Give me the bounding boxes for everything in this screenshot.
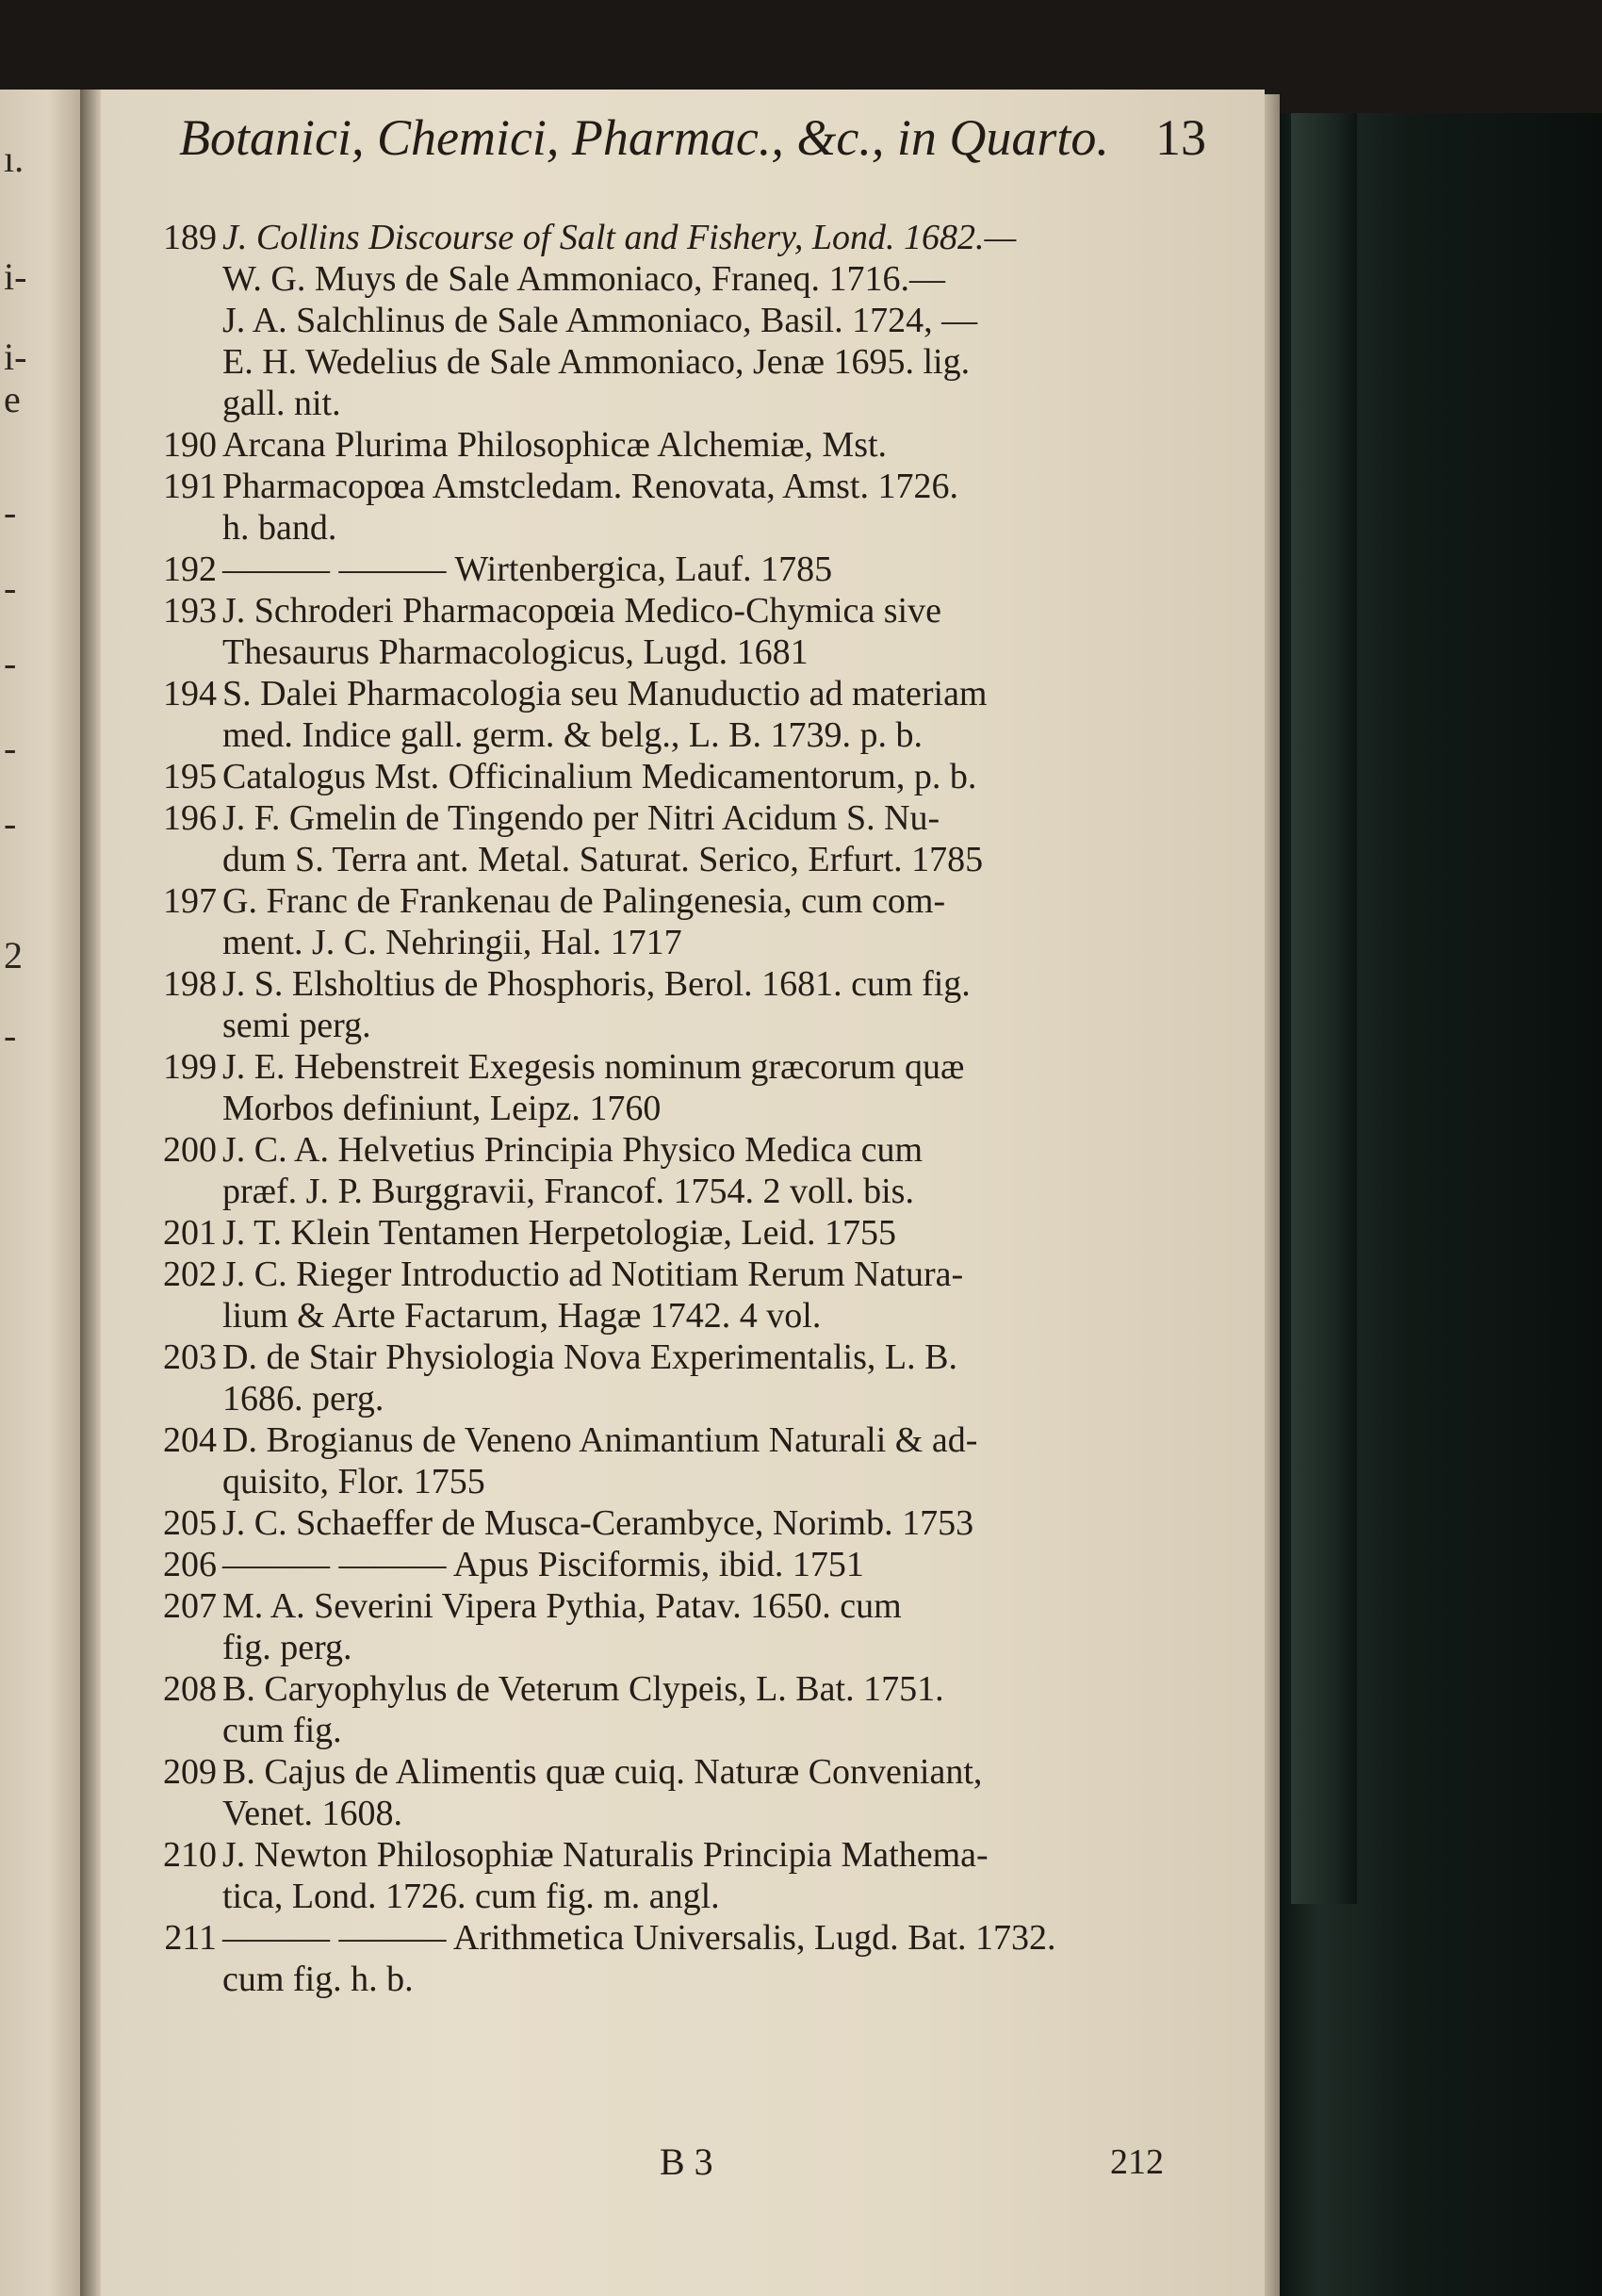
entry-number: 209	[163, 1752, 217, 1792]
facing-page-fragment: i-	[4, 336, 27, 378]
entry-text: 1686. perg.	[222, 1379, 384, 1419]
catalogue-line	[123, 963, 1197, 1005]
entry-text: Morbos definiunt, Leipz. 1760	[222, 1089, 662, 1128]
catalogue-line	[123, 1088, 1197, 1129]
entry-text: B. Caryophylus de Veterum Clypeis, L. Bat. 1751.	[222, 1669, 944, 1709]
entry-text: J. Collins Discourse of Salt and Fishery, Lond. 1682.—	[222, 218, 1017, 257]
catalogue-line	[123, 590, 1197, 631]
catalogue-line	[123, 383, 1197, 424]
entry-text: cum fig. h. b.	[222, 1960, 414, 1999]
entry-text: J. F. Gmelin de Tingendo per Nitri Acidum S. Nu-	[222, 798, 940, 838]
catalogue-line	[123, 1834, 1197, 1876]
entry-text: ——— ——— Apus Pisciformis, ibid. 1751	[222, 1545, 864, 1584]
entry-text: E. H. Wedelius de Sale Ammoniaco, Jenæ 1695. lig.	[222, 342, 971, 382]
entry-number: 190	[163, 425, 217, 465]
catalogue-line	[123, 1876, 1197, 1917]
entry-text: D. Brogianus de Veneno Animantium Naturali & ad-	[222, 1420, 978, 1460]
entry-number: 194	[163, 674, 217, 713]
entry-text: J. C. Rieger Introductio ad Notitiam Rerum Natura-	[222, 1255, 964, 1294]
catalogue-line	[123, 880, 1197, 922]
entry-number: 197	[163, 881, 217, 921]
entry-text: Pharmacopœa Amstcledam. Renovata, Amst. 1726.	[222, 467, 958, 506]
entry-number: 195	[163, 757, 217, 796]
entry-text: D. de Stair Physiologia Nova Experimentalis, L. B.	[222, 1337, 957, 1377]
entry-text: J. C. Schaeffer de Musca-Cerambyce, Norimb. 1753	[222, 1503, 974, 1543]
facing-page-fragment: -	[4, 1014, 17, 1057]
page-number: 13	[1155, 109, 1206, 166]
catchword: 212	[1110, 2142, 1164, 2182]
catalogue-line	[123, 1461, 1197, 1502]
facing-page-fragment: -	[4, 566, 17, 609]
facing-page-fragment: e	[4, 378, 21, 420]
entry-text: fig. perg.	[222, 1628, 352, 1667]
catalogue-line	[123, 1295, 1197, 1337]
entry-text: Thesaurus Pharmacologicus, Lugd. 1681	[222, 632, 809, 672]
catalogue-line	[123, 466, 1197, 507]
catalogue-line	[123, 1337, 1197, 1378]
facing-page-fragment: 2	[4, 934, 23, 976]
catalogue-line	[123, 1959, 1197, 2000]
cover-binding-band	[1291, 113, 1357, 1904]
entry-text: J. S. Elsholtius de Phosphoris, Berol. 1681. cum fig.	[222, 964, 971, 1004]
catalogue-line	[123, 1710, 1197, 1751]
catalogue-line	[123, 1751, 1197, 1793]
catalogue-line	[123, 1544, 1197, 1585]
facing-page-fragment: ı.	[4, 138, 25, 180]
entry-text: med. Indice gall. germ. & belg., L. B. 1739. p. b.	[222, 715, 923, 755]
catalogue-line	[123, 1668, 1197, 1710]
entry-number: 207	[163, 1586, 217, 1626]
entry-number: 211	[164, 1918, 217, 1958]
entry-text: Venet. 1608.	[222, 1794, 403, 1833]
entry-number: 205	[163, 1503, 217, 1543]
entry-number: 192	[163, 549, 217, 589]
book-gutter	[80, 90, 101, 2296]
page-fore-edge	[1265, 94, 1280, 2296]
entry-text: quisito, Flor. 1755	[222, 1462, 485, 1501]
catalogue-line	[123, 673, 1197, 714]
entry-text: J. E. Hebenstreit Exegesis nominum græcorum quæ	[222, 1047, 965, 1087]
entry-text: lium & Arte Factarum, Hagæ 1742. 4 vol.	[222, 1296, 822, 1336]
entry-text: cum fig.	[222, 1711, 342, 1750]
entry-text: G. Franc de Frankenau de Palingenesia, cum com-	[222, 881, 946, 921]
entry-number: 203	[163, 1337, 217, 1377]
catalogue-line	[123, 631, 1197, 673]
catalogue-line	[123, 1917, 1197, 1959]
catalogue-line	[123, 839, 1197, 880]
facing-page-fragment: -	[4, 491, 17, 533]
entry-text: h. band.	[222, 508, 337, 548]
catalogue-line	[123, 507, 1197, 549]
catalogue-entries	[123, 217, 1197, 2000]
entry-text: Catalogus Mst. Officinalium Medicamentorum, p. b.	[222, 757, 977, 796]
entry-text: Arcana Plurima Philosophicæ Alchemiæ, Mst.	[222, 425, 888, 465]
entry-number: 210	[163, 1835, 217, 1875]
entry-number: 198	[163, 964, 217, 1004]
entry-text: gall. nit.	[222, 384, 341, 423]
entry-number: 201	[163, 1213, 217, 1253]
catalogue-line	[123, 217, 1197, 258]
catalogue-line	[123, 714, 1197, 756]
entry-number: 206	[163, 1545, 217, 1584]
catalogue-line	[123, 1585, 1197, 1627]
catalogue-line	[123, 1171, 1197, 1212]
entry-text: J. A. Salchlinus de Sale Ammoniaco, Basil. 1724, —	[222, 301, 978, 340]
entry-number: 208	[163, 1669, 217, 1709]
catalogue-line	[123, 1502, 1197, 1544]
entry-text: ——— ——— Arithmetica Universalis, Lugd. Bat. 1732.	[222, 1918, 1056, 1958]
catalogue-line	[123, 1129, 1197, 1171]
facing-page-fragment: -	[4, 727, 17, 769]
catalogue-line	[123, 1627, 1197, 1668]
catalogue-line	[123, 1378, 1197, 1419]
catalogue-line	[123, 424, 1197, 466]
facing-page-fragment: i-	[4, 255, 27, 298]
entry-number: 200	[163, 1130, 217, 1170]
entry-number: 204	[163, 1420, 217, 1460]
entry-text: M. A. Severini Vipera Pythia, Patav. 1650. cum	[222, 1586, 902, 1626]
entry-text: dum S. Terra ant. Metal. Saturat. Serico, Erfurt. 1785	[222, 840, 984, 879]
entry-text: J. Schroderi Pharmacopœia Medico-Chymica sive	[222, 591, 941, 631]
catalogue-line	[123, 258, 1197, 300]
entry-text: W. G. Muys de Sale Ammoniaco, Franeq. 1716.—	[222, 259, 945, 299]
catalogue-line	[123, 1212, 1197, 1254]
entry-text: J. Newton Philosophiæ Naturalis Principia Mathema-	[222, 1835, 989, 1875]
running-head-title: Botanici, Chemici, Pharmac., &c., in Quarto.	[179, 109, 1109, 166]
catalogue-line	[123, 549, 1197, 590]
catalogue-line	[123, 922, 1197, 963]
catalogue-line	[123, 797, 1197, 839]
catalogue-line	[123, 1005, 1197, 1046]
catalogue-line	[123, 1793, 1197, 1834]
entry-number: 193	[163, 591, 217, 631]
entry-text: tica, Lond. 1726. cum fig. m. angl.	[222, 1877, 720, 1916]
catalogue-line	[123, 756, 1197, 797]
facing-page-fragment: -	[4, 802, 17, 845]
catalogue-line	[123, 1254, 1197, 1295]
entry-text: ——— ——— Wirtenbergica, Lauf. 1785	[222, 549, 833, 589]
entry-text: J. C. A. Helvetius Principia Physico Medica cum	[222, 1130, 924, 1170]
entry-number: 202	[163, 1255, 217, 1294]
entry-text: J. T. Klein Tentamen Herpetologiæ, Leid. 1755	[222, 1213, 896, 1253]
catalogue-line	[123, 1046, 1197, 1088]
entry-text: ment. J. C. Nehringii, Hal. 1717	[222, 923, 682, 962]
facing-page-fragment: -	[4, 642, 17, 684]
entry-number: 199	[163, 1047, 217, 1087]
catalogue-line	[123, 300, 1197, 341]
catalogue-line	[123, 1419, 1197, 1461]
entry-text: S. Dalei Pharmacologia seu Manuductio ad materiam	[222, 674, 988, 713]
entry-number: 196	[163, 798, 217, 838]
entry-text: præf. J. P. Burggravii, Francof. 1754. 2 voll. bis.	[222, 1172, 914, 1211]
entry-text: semi perg.	[222, 1006, 371, 1045]
entry-text: B. Cajus de Alimentis quæ cuiq. Naturæ Conveniant,	[222, 1752, 983, 1792]
catalogue-line	[123, 341, 1197, 383]
signature-mark: B 3	[660, 2140, 713, 2183]
running-head	[179, 108, 1206, 167]
entry-number: 189	[163, 218, 217, 257]
entry-number: 191	[163, 467, 217, 506]
